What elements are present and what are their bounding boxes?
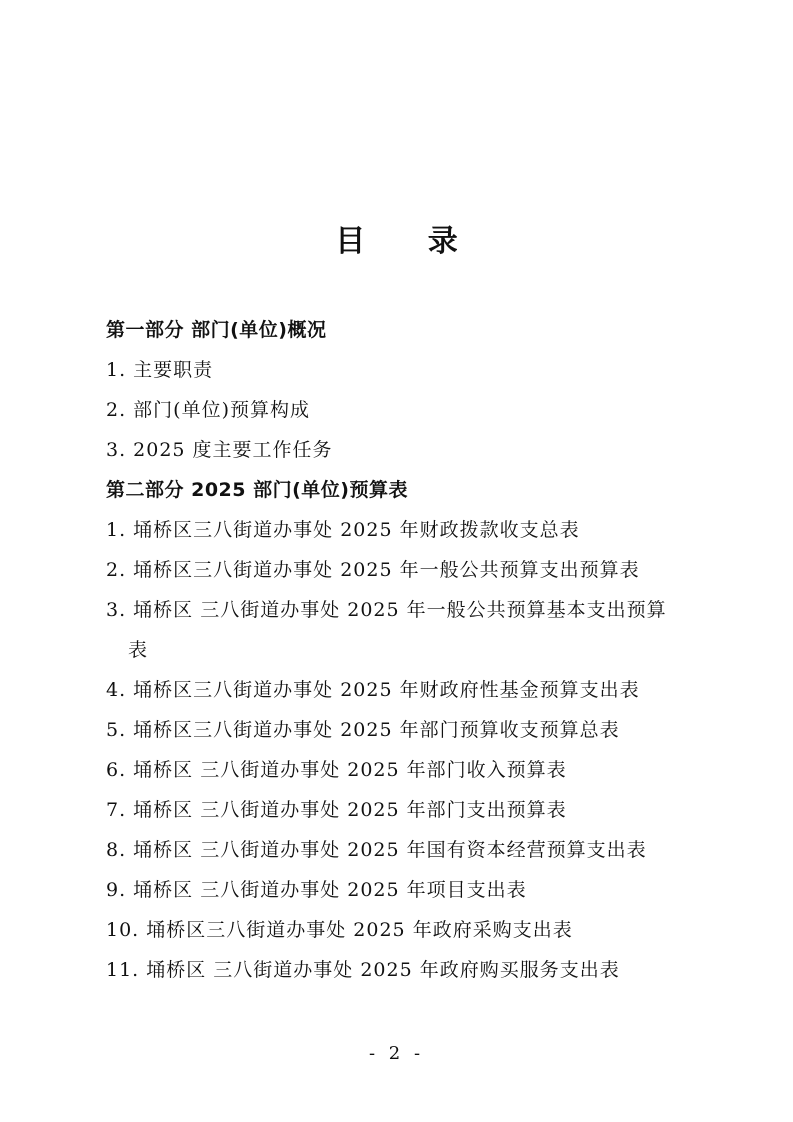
toc-entry: 6. 埇桥区 三八街道办事处 2025 年部门收入预算表 — [106, 759, 567, 781]
toc-entry: 8. 埇桥区 三八街道办事处 2025 年国有资本经营预算支出表 — [106, 839, 647, 861]
toc-entry: 2. 埇桥区三八街道办事处 2025 年一般公共预算支出预算表 — [106, 559, 640, 581]
toc-part-heading: 第二部分 2025 部门(单位)预算表 — [106, 479, 408, 501]
toc-entry: 3. 2025 度主要工作任务 — [106, 439, 333, 461]
toc-entry: 1. 埇桥区三八街道办事处 2025 年财政拨款收支总表 — [106, 519, 580, 541]
toc-entry: 10. 埇桥区三八街道办事处 2025 年政府采购支出表 — [106, 919, 573, 941]
page-number: - 2 - — [368, 1043, 425, 1064]
toc-entry: 2. 部门(单位)预算构成 — [106, 399, 310, 421]
toc-entry: 9. 埇桥区 三八街道办事处 2025 年项目支出表 — [106, 879, 527, 901]
toc-entry-continuation: 表 — [128, 639, 149, 661]
toc-part-heading: 第一部分 部门(单位)概况 — [106, 319, 327, 341]
toc-entry: 11. 埇桥区 三八街道办事处 2025 年政府购买服务支出表 — [106, 959, 620, 981]
table-of-contents — [106, 310, 706, 990]
toc-entry: 3. 埇桥区 三八街道办事处 2025 年一般公共预算基本支出预算 — [106, 599, 667, 621]
toc-title: 目 录 — [335, 224, 484, 259]
toc-entry: 1. 主要职责 — [106, 359, 214, 381]
toc-entry: 4. 埇桥区三八街道办事处 2025 年财政府性基金预算支出表 — [106, 679, 640, 701]
toc-entry: 7. 埇桥区 三八街道办事处 2025 年部门支出预算表 — [106, 799, 567, 821]
toc-entry: 5. 埇桥区三八街道办事处 2025 年部门预算收支预算总表 — [106, 719, 620, 741]
